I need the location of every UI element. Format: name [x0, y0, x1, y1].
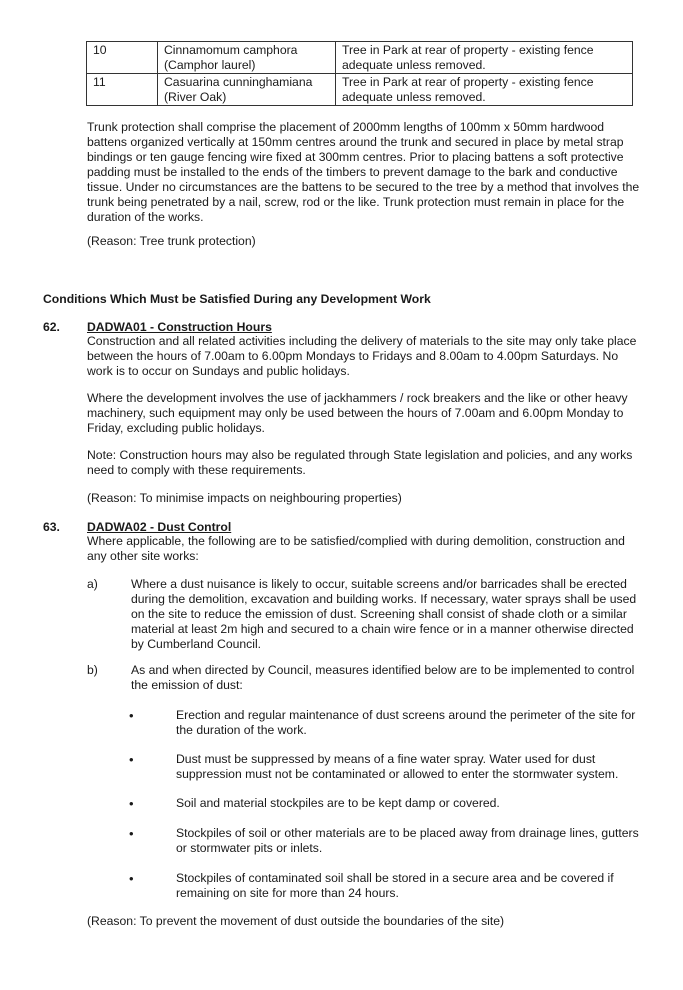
dust-control-intro: Where applicable, the following are to be satisfied/complied with during demolition, construction and any other site works: [87, 534, 625, 563]
bullet-icon: • [129, 708, 134, 723]
table-row [87, 74, 633, 106]
tree-species-cell: Cinnamomum camphora (Camphor laurel) [158, 42, 336, 74]
bullet-icon: • [129, 826, 134, 841]
tree-protection-table [86, 41, 633, 106]
item-a-label: a) [87, 577, 98, 591]
tree-number-cell: 11 [87, 74, 158, 106]
condition-62-reason: (Reason: To minimise impacts on neighbouring properties) [87, 491, 402, 505]
table-row [87, 42, 633, 74]
heavy-machinery-paragraph: Where the development involves the use of jackhammers / rock breakers and the like or other heavy machinery, such equipment may only be used between the hours of 7.00am and 6.00pm Monday to Friday, excluding public holidays. [87, 391, 628, 435]
condition-63-reason: (Reason: To prevent the movement of dust outside the boundaries of the site) [87, 914, 505, 928]
section-heading: Conditions Which Must be Satisfied During any Development Work [43, 292, 431, 306]
list-item: Dust must be suppressed by means of a fine water spray. Water used for dust suppression must not be contaminated or allowed to enter the stormwater system. [176, 752, 619, 781]
tree-note-cell: Tree in Park at rear of property - existing fence adequate unless removed. [336, 42, 633, 74]
trunk-protection-reason: (Reason: Tree trunk protection) [87, 234, 256, 248]
condition-62-number: 62. [43, 320, 60, 334]
bullet-icon: • [129, 871, 134, 886]
item-b-text: As and when directed by Council, measures identified below are to be implemented to control the emission of dust: [131, 663, 635, 692]
bullet-icon: • [129, 796, 134, 811]
trunk-protection-paragraph: Trunk protection shall comprise the placement of 2000mm lengths of 100mm x 50mm hardwood battens organized vertically at 150mm centres around the trunk and secured in place by metal strap bindings or ten gauge fencing wire fixed at 300mm centres. Prior to placing battens a soft protective padding must be installed to the ends of the timbers to prevent damage to the bark and conductive tissue. Under no circumstances are the battens to be secured to the tree by a method that involves the trunk being penetrated by a nail, screw, rod or the like. Trunk protection must remain in place for the duration of the works. [87, 120, 640, 224]
item-b-label: b) [87, 663, 98, 677]
construction-hours-note: Note: Construction hours may also be regulated through State legislation and policies, and any works need to comply with these requirements. [87, 448, 633, 477]
bullet-icon: • [129, 752, 134, 767]
condition-63-title: DADWA02 - Dust Control [87, 520, 232, 534]
tree-species-cell: Casuarina cunninghamiana (River Oak) [158, 74, 336, 106]
list-item: Erection and regular maintenance of dust screens around the perimeter of the site for the duration of the work. [176, 708, 636, 737]
condition-63-number: 63. [43, 520, 60, 534]
tree-number-cell: 10 [87, 42, 158, 74]
list-item: Stockpiles of soil or other materials are to be placed away from drainage lines, gutters or stormwater pits or inlets. [176, 826, 639, 855]
construction-hours-paragraph: Construction and all related activities including the delivery of materials to the site may only take place between the hours of 7.00am to 6.00pm Mondays to Fridays and 8.00am to 4.00pm Saturdays. No work is to occur on Sundays and public holidays. [87, 334, 637, 378]
item-a-text: Where a dust nuisance is likely to occur, suitable screens and/or barricades shall be erected during the demolition, excavation and building works. If necessary, water sprays shall be used on the site to reduce the emission of dust. Screening shall consist of shade cloth or a similar material at least 2m high and secured to a chain wire fence or in a manner otherwise directed by Cumberland Council. [131, 577, 637, 651]
list-item: Soil and material stockpiles are to be kept damp or covered. [176, 796, 500, 810]
tree-note-cell: Tree in Park at rear of property - existing fence adequate unless removed. [336, 74, 633, 106]
list-item: Stockpiles of contaminated soil shall be stored in a secure area and be covered if remaining on site for more than 24 hours. [176, 871, 614, 900]
condition-62-title: DADWA01 - Construction Hours [87, 320, 272, 334]
